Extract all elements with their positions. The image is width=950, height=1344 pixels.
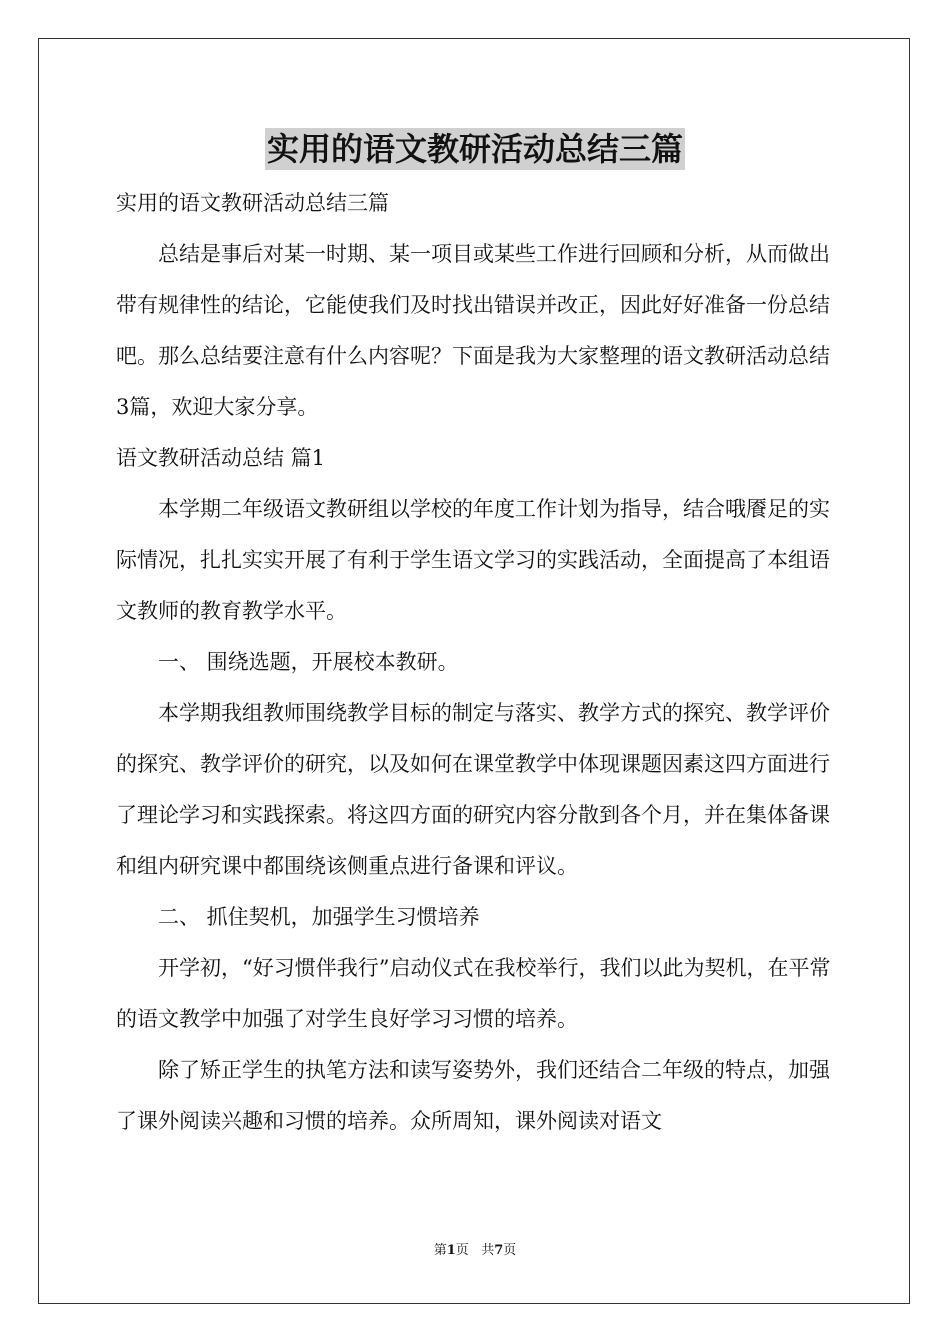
page-footer <box>0 1242 950 1260</box>
title-container <box>0 128 950 170</box>
total-pages: 7 <box>494 1243 504 1258</box>
page-number: 1 <box>446 1243 456 1258</box>
intro-paragraph: 总结是事后对某一时期、某一项目或某些工作进行回顾和分析，从而做出带有规律性的结论，它能使我们及时找出错误并改正，因此好好准备一份总结吧。那么总结要注意有什么内容呢？下面是我为大家整理的语文教研活动总结3篇，欢迎大家分享。 <box>116 242 830 419</box>
sub-heading-2: 二、 抓住契机，加强学生习惯培养 <box>158 905 480 929</box>
total-prefix: 共 <box>481 1243 495 1258</box>
section-heading: 语文教研活动总结 篇1 <box>116 446 326 470</box>
sub-heading-1: 一、 围绕选题，开展校本教研。 <box>158 650 459 674</box>
document-title: 实用的语文教研活动总结三篇 <box>266 130 683 168</box>
document-body <box>116 178 834 1147</box>
body-paragraph: 本学期我组教师围绕教学目标的制定与落实、教学方式的探究、教学评价的探究、教学评价的研究，以及如何在课堂教学中体现课题因素这四方面进行了理论学习和实践探索。将这四方面的研究内容分散到各个月，并在集体备课和组内研究课中都围绕该侧重点进行备课和评议。 <box>116 701 830 878</box>
page-prefix: 第 <box>433 1243 447 1258</box>
total-suffix: 页 <box>503 1243 517 1258</box>
page-suffix: 页 <box>455 1243 469 1258</box>
body-paragraph: 开学初，“好习惯伴我行”启动仪式在我校举行，我们以此为契机，在平常的语文教学中加强了对学生良好学习习惯的培养。 <box>116 956 831 1031</box>
body-paragraph: 除了矫正学生的执笔方法和读写姿势外，我们还结合二年级的特点，加强了课外阅读兴趣和习惯的培养。众所周知，课外阅读对语文 <box>116 1058 830 1133</box>
subtitle-line: 实用的语文教研活动总结三篇 <box>116 191 389 215</box>
body-paragraph: 本学期二年级语文教研组以学校的年度工作计划为指导，结合哦餍足的实际情况，扎扎实实开展了有利于学生语文学习的实践活动，全面提高了本组语文教师的教育教学水平。 <box>116 497 830 623</box>
